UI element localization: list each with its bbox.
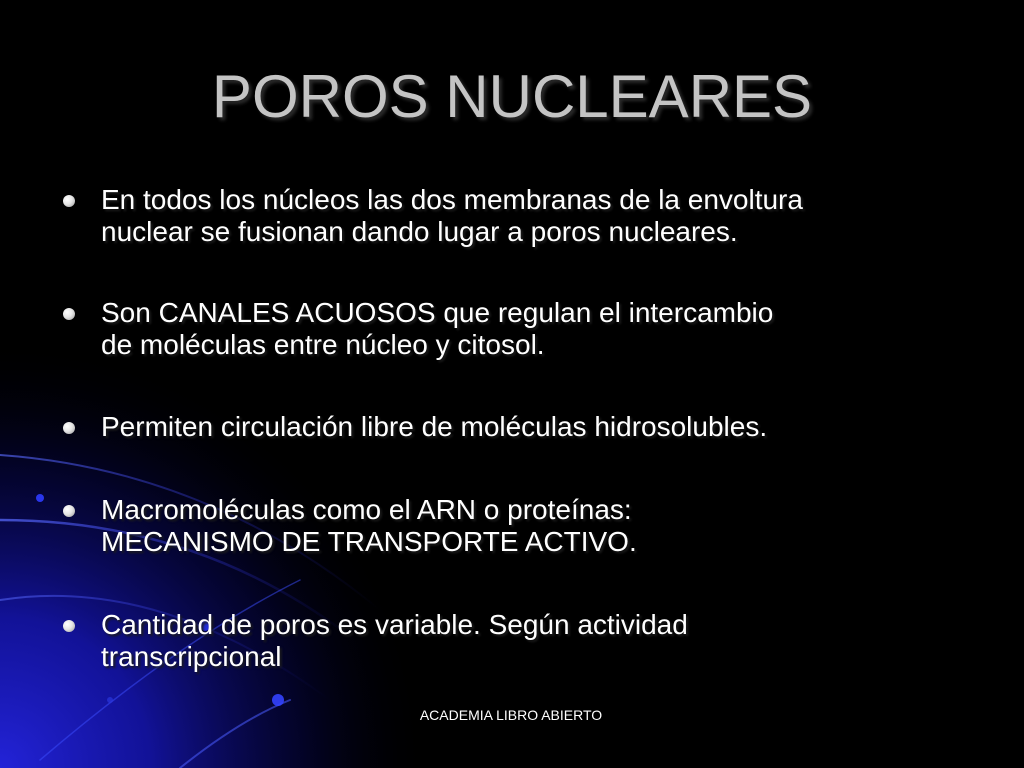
bullet-line: de moléculas entre núcleo y citosol. (101, 329, 545, 360)
bullet-line: Son CANALES ACUOSOS que regulan el intercambio (101, 297, 774, 328)
bullet-icon (63, 195, 75, 207)
bullet-item (101, 411, 981, 443)
bullet-item (101, 297, 981, 361)
bullet-line: Cantidad de poros es variable. Según actividad (101, 609, 688, 640)
slide-title: POROS NUCLEARES (211, 63, 813, 130)
slide-footer (0, 706, 1024, 724)
bullet-icon (63, 505, 75, 517)
bullet-icon (63, 620, 75, 632)
bullet-line: nuclear se fusionan dando lugar a poros nucleares. (101, 216, 738, 247)
bullet-icon (63, 308, 75, 320)
bullet-icon (63, 422, 75, 434)
bullet-line: transcripcional (101, 641, 282, 672)
bullet-line: En todos los núcleos las dos membranas de la envoltura (101, 184, 803, 215)
bullet-line: MECANISMO DE TRANSPORTE ACTIVO. (101, 526, 637, 557)
bullet-item (101, 184, 981, 248)
bullet-item (101, 609, 981, 673)
bullet-line: Permiten circulación libre de moléculas hidrosolubles. (101, 411, 768, 442)
footer-text: ACADEMIA LIBRO ABIERTO (419, 707, 603, 723)
bullet-item (101, 494, 981, 558)
bullet-line: Macromoléculas como el ARN o proteínas: (101, 494, 632, 525)
